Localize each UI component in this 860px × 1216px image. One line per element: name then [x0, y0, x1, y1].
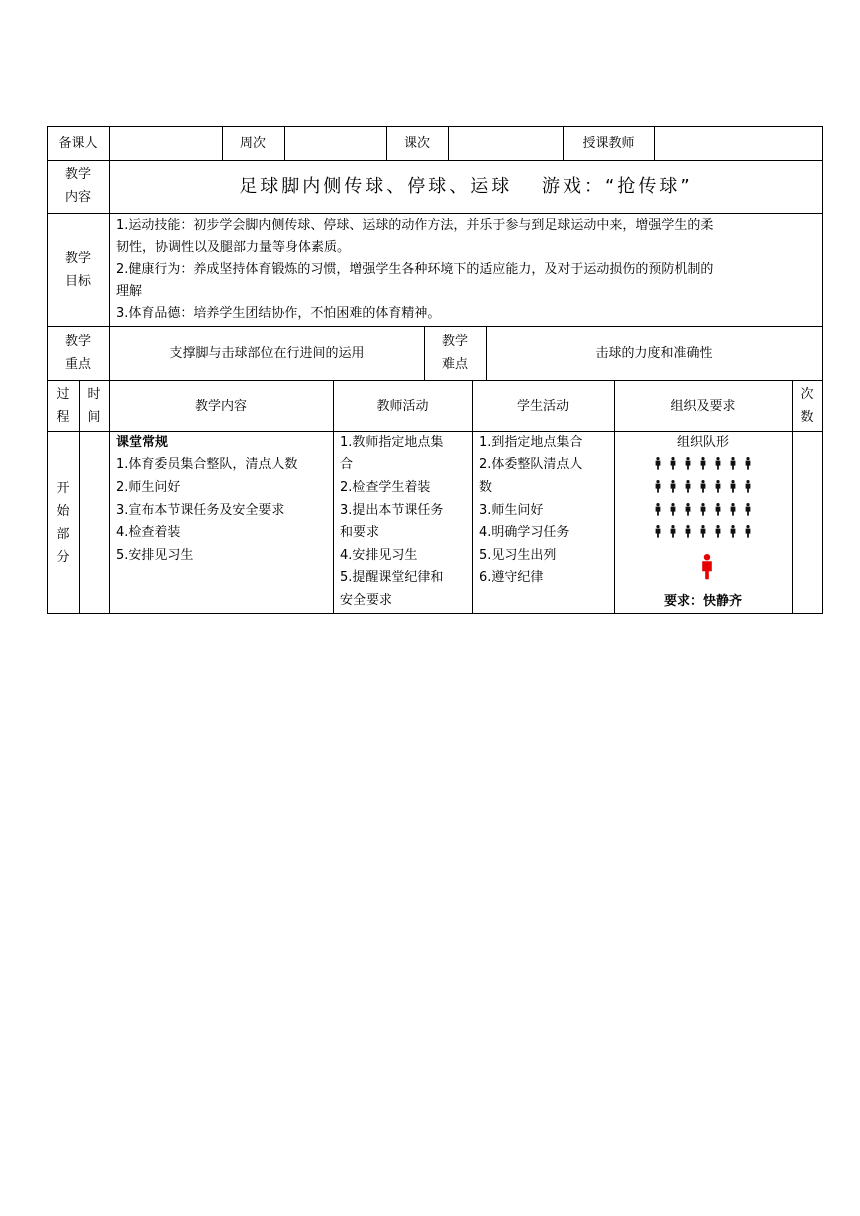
person-icon — [686, 525, 691, 538]
person-icon — [656, 480, 661, 493]
person-icon — [746, 480, 751, 493]
content-item-5: 5.安排见习生 — [116, 548, 194, 563]
student-line-5: 4.明确学习任务 — [479, 525, 570, 540]
person-icon — [746, 503, 751, 516]
goal-line-3: 2.健康行为：养成坚持体育锻炼的习惯，增强学生各种环境下的适应能力，及对于运动损伤的预防机制的 — [116, 262, 714, 277]
person-icon — [686, 480, 691, 493]
goal-line-2: 韧性，协调性以及腿部力量等身体素质。 — [116, 240, 351, 255]
person-icon — [731, 457, 736, 470]
phase-char-3: 部 — [56, 527, 70, 542]
content-item-3: 3.宣布本节课任务及安全要求 — [116, 503, 285, 518]
key-label-line-1: 教学 — [64, 334, 91, 349]
teacher-line-5: 和要求 — [340, 525, 380, 540]
person-icon — [671, 480, 676, 493]
difficulty-label-line-1: 教学 — [441, 334, 468, 349]
content-item-4: 4.检查着装 — [116, 525, 181, 540]
preparer-label: 备课人 — [58, 136, 98, 151]
col-content: 教学内容 — [194, 399, 247, 414]
teacher-line-6: 4.安排见习生 — [340, 548, 418, 563]
person-icon — [686, 457, 691, 470]
teacher-line-4: 3.提出本节课任务 — [340, 503, 444, 518]
person-icon — [731, 503, 736, 516]
col-time-line-1: 时 — [87, 387, 101, 402]
col-process-line-1: 过 — [56, 387, 70, 402]
formation-title: 组织队形 — [676, 435, 729, 450]
teacher-line-1: 1.教师指定地点集 — [340, 435, 444, 450]
week-label: 周次 — [239, 136, 266, 151]
student-line-4: 3.师生问好 — [479, 503, 544, 518]
person-icon — [686, 503, 691, 516]
content-label-line-1: 教学 — [64, 167, 91, 182]
week-value-cell — [285, 127, 386, 160]
col-organization: 组织及要求 — [670, 399, 736, 414]
teacher-line-2: 合 — [340, 457, 354, 472]
student-line-7: 6.遵守纪律 — [479, 570, 544, 585]
person-icon — [656, 525, 661, 538]
person-icon — [656, 503, 661, 516]
person-icon — [701, 457, 706, 470]
teacher-line-7: 5.提醒课堂纪律和 — [340, 570, 444, 585]
preparer-value-cell — [110, 127, 222, 160]
lesson-value-cell — [449, 127, 563, 160]
col-time-line-2: 间 — [87, 410, 101, 425]
formation-requirement: 要求：快静齐 — [663, 594, 742, 609]
phase-char-2: 始 — [56, 504, 70, 519]
person-icon — [701, 480, 706, 493]
goals-label-line-1: 教学 — [64, 251, 91, 266]
goal-line-4: 理解 — [116, 284, 143, 299]
phase-char-1: 开 — [56, 481, 70, 496]
student-line-1: 1.到指定地点集合 — [479, 435, 583, 450]
col-count-line-1: 次 — [800, 387, 814, 402]
person-icon — [701, 503, 706, 516]
col-count-line-2: 数 — [800, 410, 814, 425]
col-student-activity: 学生活动 — [516, 399, 569, 414]
content-item-1: 1.体育委员集合整队，清点人数 — [116, 457, 298, 472]
goals-label-line-2: 目标 — [64, 274, 91, 289]
key-point-text: 支撑脚与击球部位在行进间的运用 — [169, 346, 365, 361]
goal-line-1: 1.运动技能：初步学会脚内侧传球、停球、运球的动作方法，并乐于参与到足球运动中来，增强学生的柔 — [116, 218, 714, 233]
person-icon — [701, 525, 706, 538]
teacher-value-cell — [655, 127, 822, 160]
person-icon — [656, 457, 661, 470]
person-icon — [746, 525, 751, 538]
person-icon — [671, 457, 676, 470]
content-label-line-2: 内容 — [64, 190, 91, 205]
col-teacher-activity: 教师活动 — [376, 399, 429, 414]
difficulty-label-line-2: 难点 — [441, 357, 468, 372]
person-icon — [731, 525, 736, 538]
person-icon — [716, 457, 721, 470]
content-item-2: 2.师生问好 — [116, 480, 181, 495]
student-line-3: 数 — [479, 480, 493, 495]
person-icon — [716, 503, 721, 516]
phase-char-4: 分 — [56, 550, 70, 565]
goal-line-5: 3.体育品德：培养学生团结协作，不怕困难的体育精神。 — [116, 306, 441, 321]
content-routine-title: 课堂常规 — [116, 435, 169, 450]
student-line-2: 2.体委整队清点人 — [479, 457, 583, 472]
difficulty-text: 击球的力度和准确性 — [595, 346, 713, 361]
person-icon — [716, 525, 721, 538]
person-icon — [671, 525, 676, 538]
teacher-line-3: 2.检查学生着装 — [340, 480, 431, 495]
teacher-label: 授课教师 — [582, 136, 635, 151]
content-title: 足球脚内侧传球、停球、运球 游戏：“抢传球” — [239, 176, 693, 197]
teacher-line-8: 安全要求 — [340, 593, 393, 608]
student-line-6: 5.见习生出列 — [479, 548, 557, 563]
key-label-line-2: 重点 — [64, 357, 91, 372]
person-icon — [731, 480, 736, 493]
person-icon — [671, 503, 676, 516]
col-process-line-2: 程 — [56, 410, 70, 425]
lesson-label: 课次 — [403, 136, 430, 151]
person-icon — [716, 480, 721, 493]
formation-diagram — [614, 452, 792, 582]
person-icon — [746, 457, 751, 470]
teacher-person-icon — [702, 554, 712, 579]
